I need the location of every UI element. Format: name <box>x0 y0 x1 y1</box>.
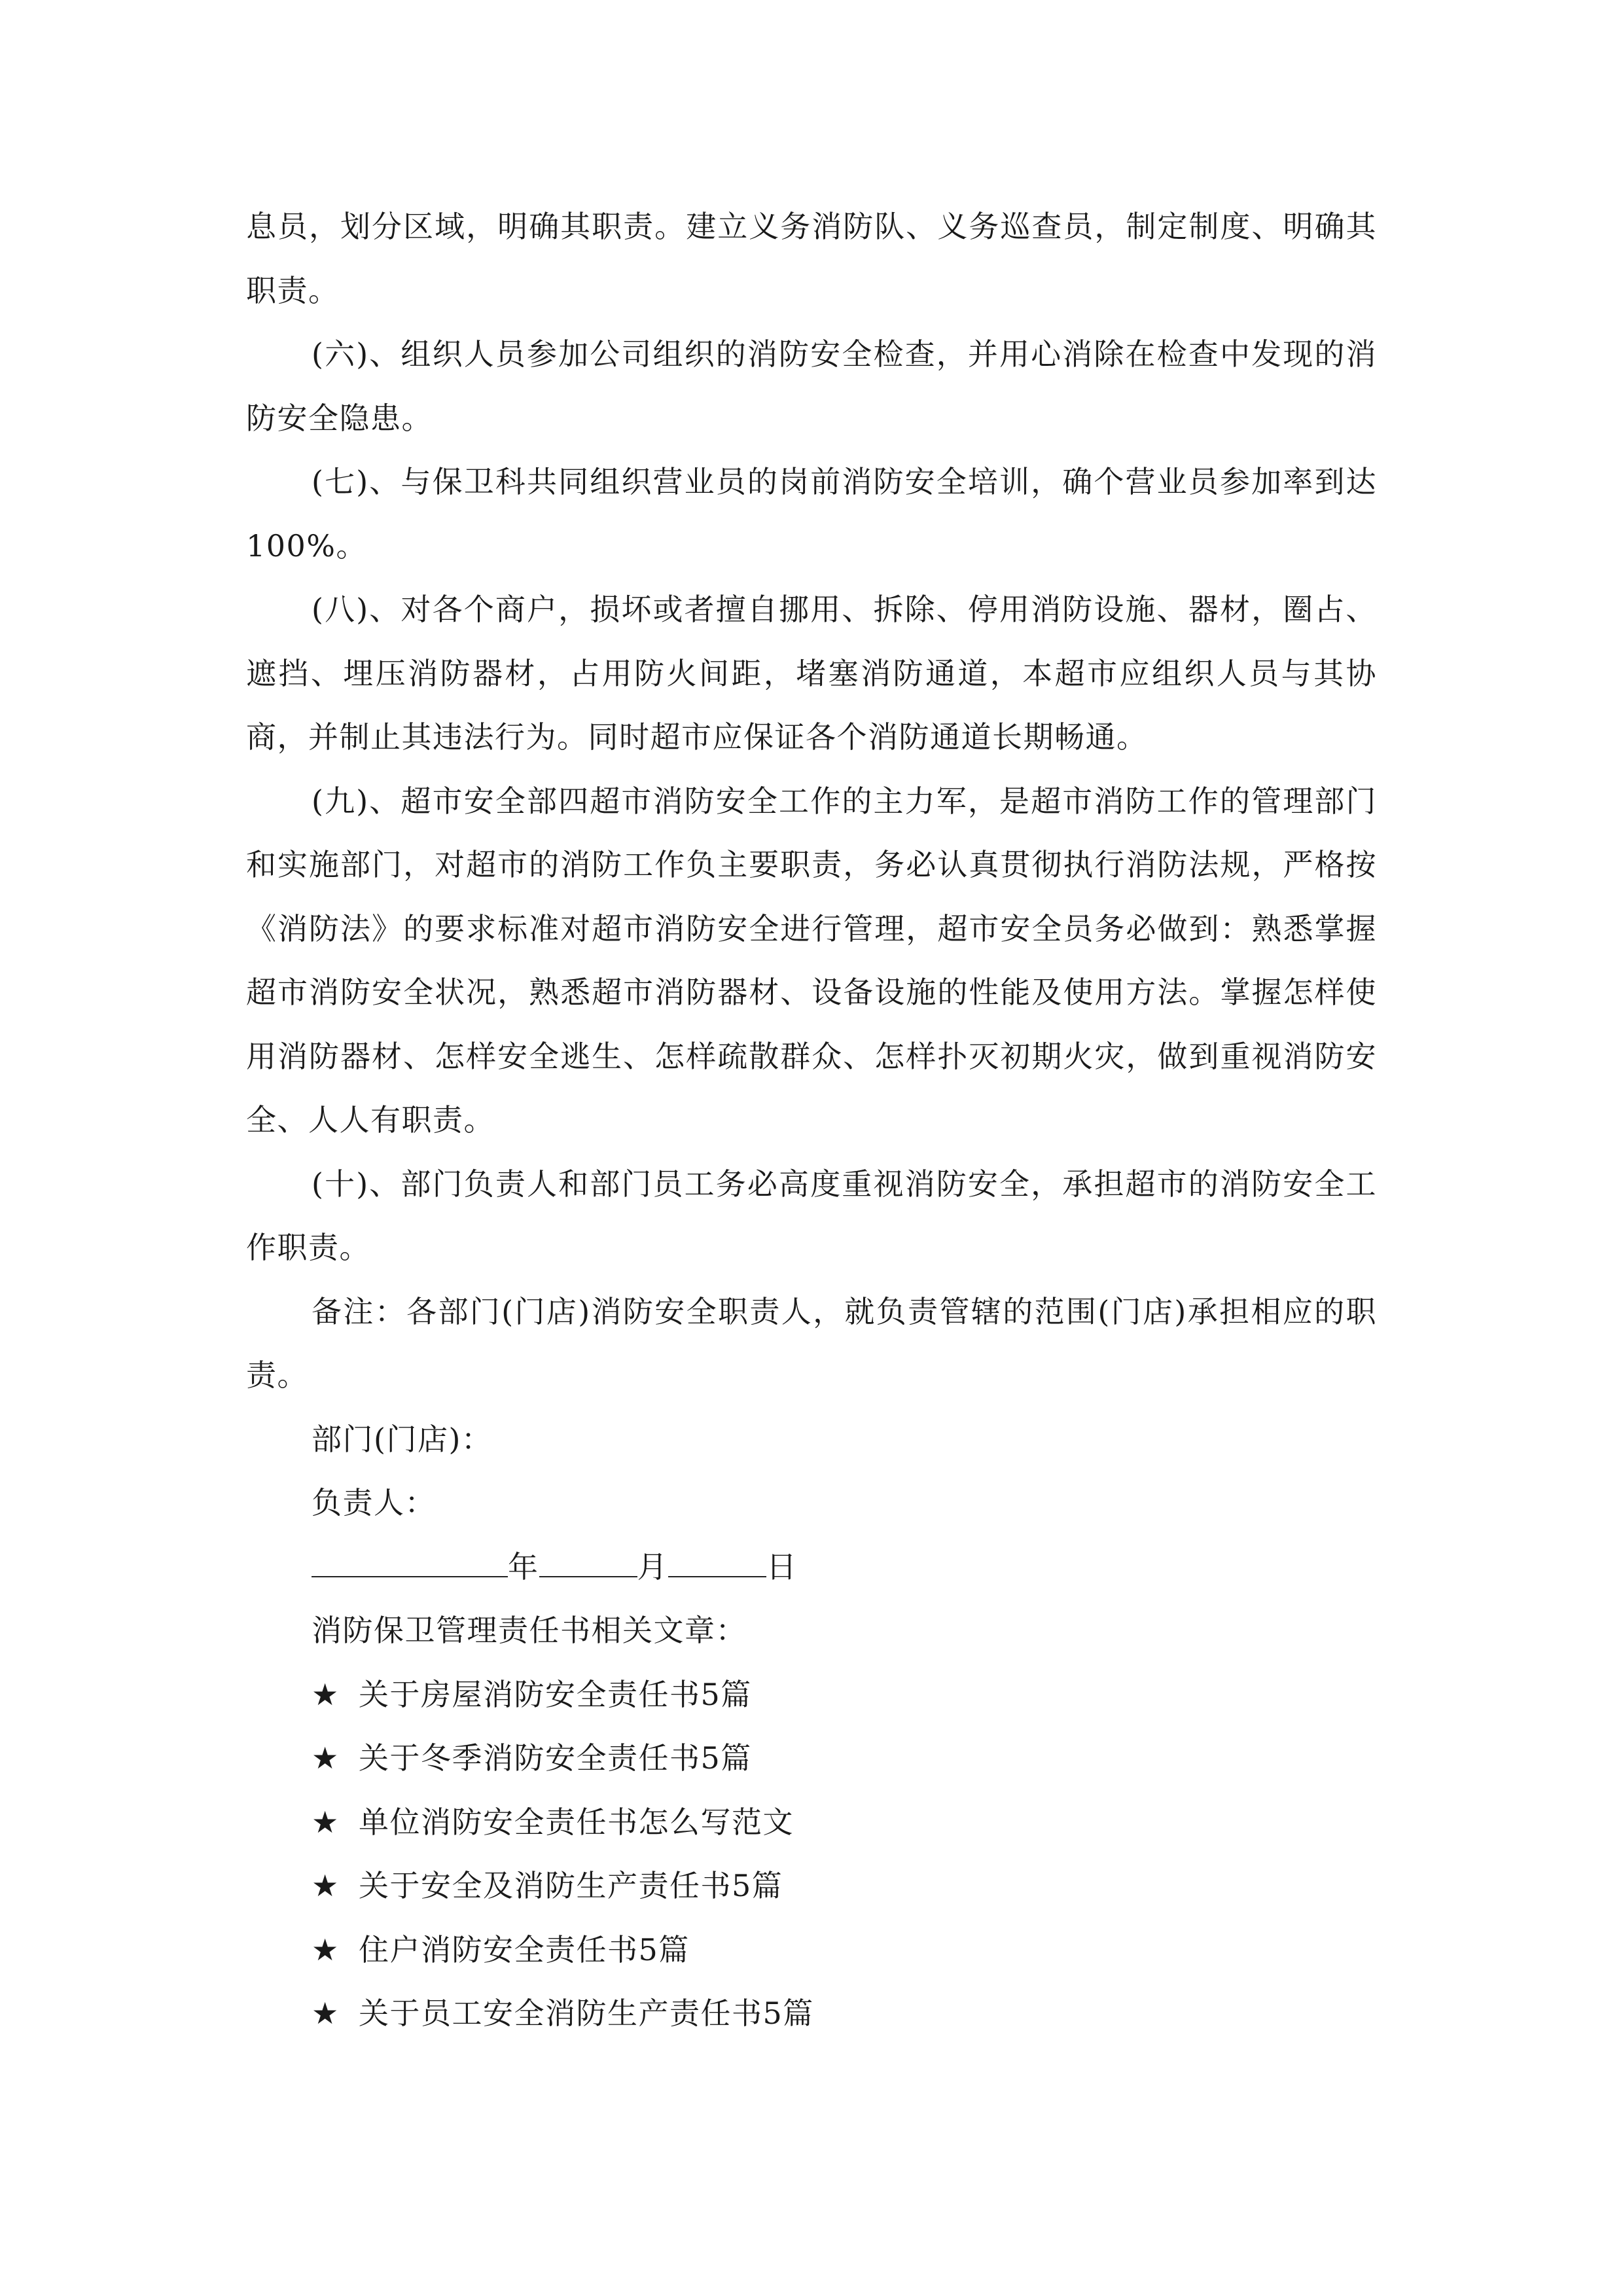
related-article-title: 住户消防安全责任书5篇 <box>359 1931 690 1967</box>
month-blank <box>539 1539 637 1577</box>
department-label: 部门(门店)： <box>312 1421 493 1457</box>
paragraph-note: 备注：各部门(门店)消防安全职责人，就负责管辖的范围(门店)承担相应的职责。 <box>246 1293 1377 1393</box>
related-article-title: 关于员工安全消防生产责任书5篇 <box>359 1996 814 2031</box>
related-article-title: 关于安全及消防生产责任书5篇 <box>359 1868 783 1903</box>
related-article-link[interactable] <box>246 1918 1377 1982</box>
related-article-link[interactable] <box>246 1663 1377 1727</box>
related-article-title: 关于冬季消防安全责任书5篇 <box>359 1740 752 1776</box>
document-body <box>246 195 1377 2046</box>
paragraph-continued: 息员，划分区域，明确其职责。建立义务消防队、义务巡查员，制定制度、明确其职责。 <box>246 209 1377 308</box>
paragraph-item-8: (八)、对各个商户，损坏或者擅自挪用、拆除、停用消防设施、器材，圈占、遮挡、埋压消防器材，占用防火间距，堵塞消防通道，本超市应组织人员与其协商，并制止其违法行为。同时超市应保证各个消防通道长期畅通。 <box>246 592 1377 755</box>
day-label: 日 <box>766 1549 798 1585</box>
paragraph-item-6: (六)、组织人员参加公司组织的消防安全检查，并用心消除在检查中发现的消防安全隐患。 <box>246 336 1377 436</box>
paragraph-item-7: (七)、与保卫科共同组织营业员的岗前消防安全培训，确个营业员参加率到达 100%。 <box>246 464 1377 564</box>
paragraph-item-9: (九)、超市安全部四超市消防安全工作的主力军，是超市消防工作的管理部门和实施部门，对超市的消防工作负主要职责，务必认真贯彻执行消防法规，严格按《消防法》的要求标准对超市消防安全进行管理，超市安全员务必做到：熟悉掌握超市消防安全状况，熟悉超市消防器材、设备设施的性能及使用方法。掌握怎样使用消防器材、怎样安全逃生、怎样疏散群众、怎样扑灭初期火灾，做到重视消防安全、人人有职责。 <box>246 783 1377 1138</box>
day-blank <box>668 1539 766 1577</box>
related-article-link[interactable] <box>246 1727 1377 1791</box>
related-article-link[interactable] <box>246 1982 1377 2046</box>
paragraph-item-10: (十)、部门负责人和部门员工务必高度重视消防安全，承担超市的消防安全工作职责。 <box>246 1166 1377 1265</box>
date-line <box>246 1535 1377 1600</box>
star-icon: ★ <box>312 1868 340 1903</box>
responsible-person-label: 负责人： <box>312 1485 436 1520</box>
star-icon: ★ <box>312 1740 340 1776</box>
related-article-link[interactable] <box>246 1854 1377 1918</box>
related-article-title: 关于房屋消防安全责任书5篇 <box>359 1676 752 1712</box>
related-heading: 消防保卫管理责任书相关文章： <box>312 1613 747 1648</box>
related-article-link[interactable] <box>246 1791 1377 1855</box>
star-icon: ★ <box>312 1804 340 1840</box>
star-icon: ★ <box>312 1931 340 1967</box>
year-blank <box>312 1539 508 1577</box>
month-label: 月 <box>637 1549 668 1585</box>
star-icon: ★ <box>312 1996 340 2031</box>
year-label: 年 <box>508 1549 539 1585</box>
star-icon: ★ <box>312 1676 340 1712</box>
related-article-title: 单位消防安全责任书怎么写范文 <box>359 1804 794 1840</box>
